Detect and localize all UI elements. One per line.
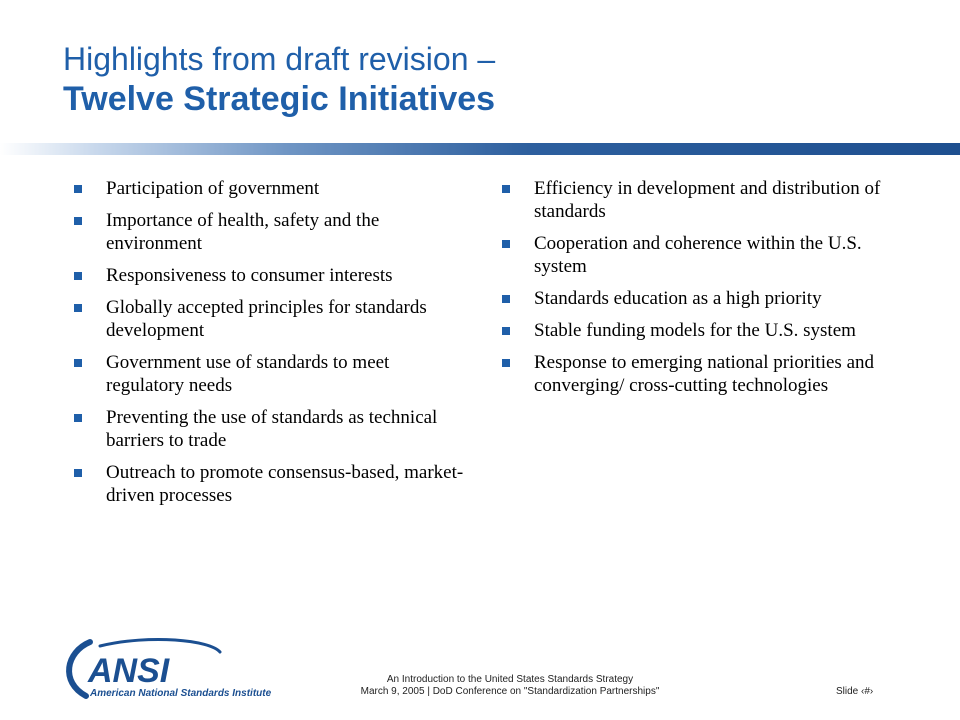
list-item: [70, 461, 470, 507]
square-bullet-icon: [502, 327, 510, 335]
left-bullet-list: [70, 177, 470, 516]
list-item-text: Stable funding models for the U.S. system: [534, 320, 856, 341]
list-item-text: Participation of government: [106, 178, 320, 199]
logo-tagline: American National Standards Institute: [90, 688, 272, 699]
title-line-1: Highlights from draft revision –: [63, 41, 496, 77]
list-item-text: Outreach to promote consensus-based, market-driven processes: [106, 462, 464, 506]
list-item-text: Globally accepted principles for standards development: [106, 297, 427, 341]
slide-title: [63, 40, 923, 120]
square-bullet-icon: [502, 359, 510, 367]
ansi-logo: [60, 636, 290, 702]
square-bullet-icon: [74, 359, 82, 367]
list-item: [70, 406, 470, 452]
square-bullet-icon: [502, 240, 510, 248]
square-bullet-icon: [502, 185, 510, 193]
right-bullet-list: [498, 177, 888, 406]
list-item: [498, 177, 888, 223]
list-item: [70, 351, 470, 397]
list-item-text: Efficiency in development and distribution of standards: [534, 178, 881, 222]
list-item-text: Responsiveness to consumer interests: [106, 265, 393, 286]
square-bullet-icon: [74, 414, 82, 422]
logo-wordmark: ANSI: [88, 652, 170, 690]
list-item: [498, 287, 888, 310]
slide-number: Slide ‹#›: [836, 686, 874, 697]
list-item-text: Response to emerging national priorities and converging/ cross-cutting technologies: [534, 352, 874, 396]
list-item: [70, 209, 470, 255]
list-item: [70, 177, 470, 200]
list-item: [498, 232, 888, 278]
square-bullet-icon: [502, 295, 510, 303]
list-item: [498, 319, 888, 342]
square-bullet-icon: [74, 304, 82, 312]
list-item-text: Government use of standards to meet regulatory needs: [106, 352, 390, 396]
square-bullet-icon: [74, 185, 82, 193]
square-bullet-icon: [74, 272, 82, 280]
list-item-text: Cooperation and coherence within the U.S. system: [534, 233, 862, 277]
title-divider-bar: [0, 143, 960, 155]
list-item-text: Standards education as a high priority: [534, 288, 822, 309]
square-bullet-icon: [74, 469, 82, 477]
list-item-text: Preventing the use of standards as technical barriers to trade: [106, 407, 438, 451]
title-line-2: Twelve Strategic Initiatives: [63, 80, 496, 118]
list-item: [70, 264, 470, 287]
list-item: [70, 296, 470, 342]
square-bullet-icon: [74, 217, 82, 225]
footer-event-line: March 9, 2005 | DoD Conference on "Standardization Partnerships": [360, 686, 660, 697]
list-item: [498, 351, 888, 397]
list-item-text: Importance of health, safety and the environment: [106, 210, 380, 254]
footer-presentation-title: An Introduction to the United States Standards Strategy: [386, 674, 634, 685]
